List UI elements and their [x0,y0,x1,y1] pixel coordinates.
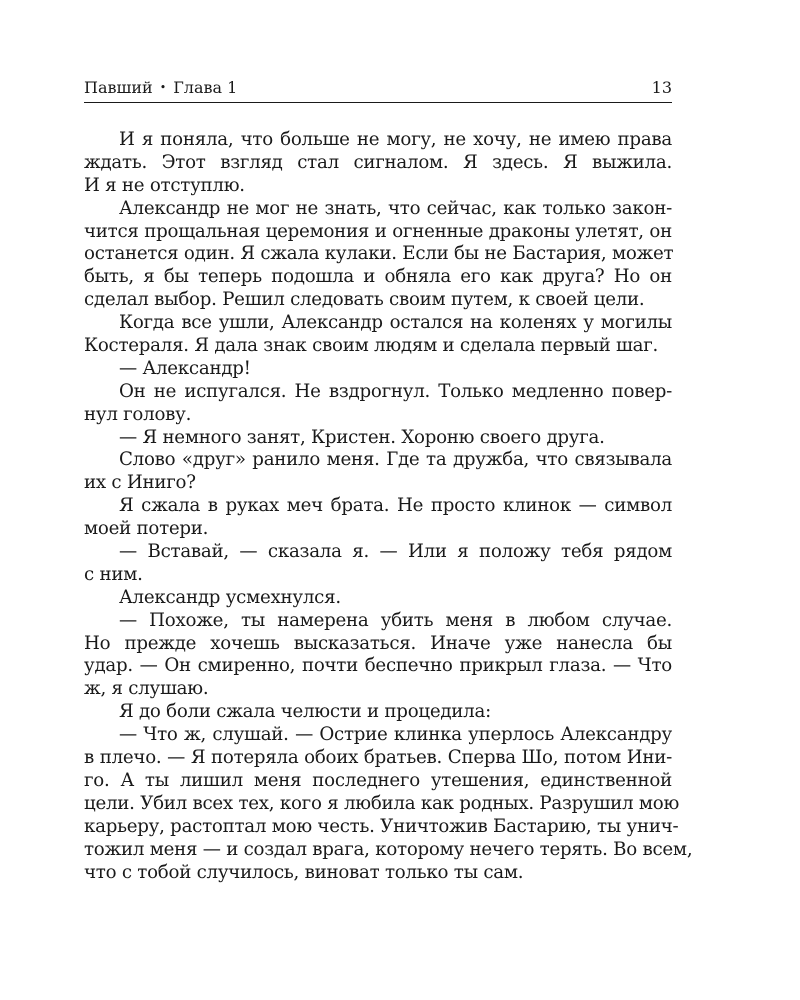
text-line: цели. Убил всех тех, кого я любила как родных. Разрушил мою [84,792,680,814]
text-line: го. А ты лишил меня последнего утешения, единственной [84,769,672,791]
text-line: ж, я слушаю. [84,678,209,700]
text-line: их с Иниго? [84,472,196,494]
text-line: быть, я бы теперь подошла и обняла его как друга? Но он [84,266,672,288]
page-body [84,129,693,884]
text-line: останется один. Я сжала кулаки. Если бы не Бастария, может [84,243,674,265]
text-line: Александр усмехнулся. [119,586,341,608]
header-rule [84,102,672,103]
text-line: Александр не мог не знать, что сейчас, как только закон- [119,197,672,219]
text-line: моей потери. [84,518,209,540]
text-line: Я до боли сжала челюсти и процедила: [119,701,491,723]
text-line: И я не отступлю. [84,174,245,196]
text-line: — Я немного занят, Кристен. Хороню своего друга. [119,426,605,448]
text-line: нул голову. [84,403,192,425]
text-line: сделал выбор. Решил следовать своим путем, к своей цели. [84,289,645,311]
text-line: — Похоже, ты намерена убить меня в любом случае. [119,609,672,631]
text-line: Я сжала в руках меч брата. Не просто клинок — символ [119,495,672,517]
text-line: Он не испугался. Не вздрогнул. Только медленно повер- [119,380,672,402]
bullet-separator: • [159,81,167,94]
header-left [84,76,237,100]
text-line: — Вставай, — сказала я. — Или я положу тебя рядом [119,541,672,563]
text-line: — Александр! [119,357,251,379]
text-line: в плечо. — Я потеряла обоих братьев. Сперва Шо, потом Ини- [84,747,672,769]
text-line: Костераля. Я дала знак своим людям и сделала первый шаг. [84,335,659,357]
text-line: Но прежде хочешь высказаться. Иначе уже нанесла бы [84,632,672,654]
text-line: Когда все ушли, Александр остался на коленях у могилы [119,312,672,334]
text-line: И я поняла, что больше не могу, не хочу, не имею права [119,129,672,150]
text-line: — Что ж, слушай. — Острие клинка уперлось Александру [119,724,672,746]
chapter-label: Глава 1 [173,78,238,97]
text-line: чится прощальная церемония и огненные драконы улетят, он [84,220,672,242]
book-title: Павший [84,78,153,97]
text-line: с ним. [84,563,143,585]
running-header [84,76,672,100]
text-line: удар. — Он смиренно, почти беспечно прикрыл глаза. — Что [84,655,672,677]
page-number: 13 [651,78,672,97]
text-line: Слово «друг» ранило меня. Где та дружба, что связывала [119,449,672,471]
text-line: что с тобой случилось, виноват только ты сам. [84,861,524,883]
text-line: карьеру, растоптал мою честь. Уничтожив Бастарию, ты унич- [84,815,679,837]
text-line: тожил меня — и создал врага, которому нечего терять. Во всем, [84,838,693,860]
text-line: ждать. Этот взгляд стал сигналом. Я здесь. Я выжила. [84,151,672,173]
